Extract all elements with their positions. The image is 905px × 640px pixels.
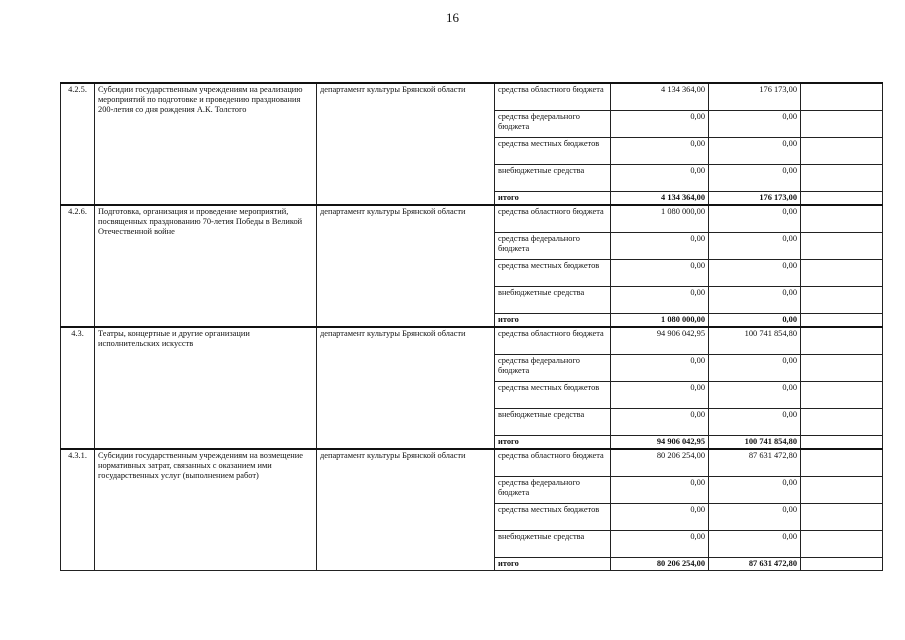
amount-year-2: 0,00	[709, 138, 801, 165]
amount-year-1: 0,00	[611, 409, 709, 436]
amount-year-1: 0,00	[611, 477, 709, 504]
funding-source: средства федерального бюджета	[495, 111, 611, 138]
total-label: итого	[495, 436, 611, 450]
empty-cell	[801, 449, 883, 477]
amount-year-2: 0,00	[709, 355, 801, 382]
funding-source: средства областного бюджета	[495, 205, 611, 233]
total-label: итого	[495, 314, 611, 328]
executor: департамент культуры Брянской области	[317, 205, 495, 327]
amount-year-1: 1 080 000,00	[611, 314, 709, 328]
total-label: итого	[495, 558, 611, 571]
funding-source: средства федерального бюджета	[495, 233, 611, 260]
funding-source: внебюджетные средства	[495, 287, 611, 314]
amount-year-2: 0,00	[709, 477, 801, 504]
empty-cell	[801, 165, 883, 192]
item-name: Субсидии государственным учреждениям на реализацию мероприятий по подготовке и проведению празднования 200-летия со дня рождения А.К. Толстого	[95, 83, 317, 205]
budget-table	[60, 82, 883, 571]
amount-year-2: 87 631 472,80	[709, 558, 801, 571]
amount-year-2: 100 741 854,80	[709, 327, 801, 355]
funding-source: средства местных бюджетов	[495, 138, 611, 165]
funding-source: средства местных бюджетов	[495, 382, 611, 409]
item-number: 4.3.1.	[61, 449, 95, 571]
empty-cell	[801, 314, 883, 328]
empty-cell	[801, 531, 883, 558]
page-number: 16	[446, 10, 459, 25]
amount-year-1: 80 206 254,00	[611, 449, 709, 477]
amount-year-2: 0,00	[709, 205, 801, 233]
amount-year-1: 0,00	[611, 287, 709, 314]
amount-year-2: 0,00	[709, 314, 801, 328]
amount-year-1: 94 906 042,95	[611, 436, 709, 450]
empty-cell	[801, 111, 883, 138]
empty-cell	[801, 205, 883, 233]
amount-year-2: 0,00	[709, 531, 801, 558]
funding-source: средства местных бюджетов	[495, 260, 611, 287]
total-label: итого	[495, 192, 611, 206]
empty-cell	[801, 504, 883, 531]
table-body	[61, 83, 883, 571]
empty-cell	[801, 83, 883, 111]
item-number: 4.2.6.	[61, 205, 95, 327]
table-row	[61, 83, 883, 111]
amount-year-2: 176 173,00	[709, 83, 801, 111]
table-row	[61, 449, 883, 477]
funding-source: внебюджетные средства	[495, 531, 611, 558]
amount-year-2: 87 631 472,80	[709, 449, 801, 477]
amount-year-1: 80 206 254,00	[611, 558, 709, 571]
table-row	[61, 205, 883, 233]
amount-year-1: 0,00	[611, 233, 709, 260]
amount-year-2: 0,00	[709, 382, 801, 409]
empty-cell	[801, 138, 883, 165]
empty-cell	[801, 287, 883, 314]
amount-year-2: 0,00	[709, 111, 801, 138]
amount-year-1: 94 906 042,95	[611, 327, 709, 355]
funding-source: средства федерального бюджета	[495, 355, 611, 382]
empty-cell	[801, 436, 883, 450]
amount-year-1: 0,00	[611, 531, 709, 558]
funding-source: средства областного бюджета	[495, 83, 611, 111]
item-name: Театры, концертные и другие организации исполнительских искусств	[95, 327, 317, 449]
amount-year-1: 0,00	[611, 260, 709, 287]
executor: департамент культуры Брянской области	[317, 327, 495, 449]
funding-source: внебюджетные средства	[495, 409, 611, 436]
item-name: Подготовка, организация и проведение мероприятий, посвященных празднованию 70-летия Победы в Великой Отечественной войне	[95, 205, 317, 327]
amount-year-1: 4 134 364,00	[611, 192, 709, 206]
amount-year-1: 0,00	[611, 382, 709, 409]
empty-cell	[801, 409, 883, 436]
empty-cell	[801, 382, 883, 409]
amount-year-1: 4 134 364,00	[611, 83, 709, 111]
empty-cell	[801, 260, 883, 287]
amount-year-1: 0,00	[611, 111, 709, 138]
funding-source: средства федерального бюджета	[495, 477, 611, 504]
amount-year-2: 0,00	[709, 409, 801, 436]
empty-cell	[801, 192, 883, 206]
amount-year-1: 0,00	[611, 504, 709, 531]
funding-source: внебюджетные средства	[495, 165, 611, 192]
amount-year-2: 176 173,00	[709, 192, 801, 206]
empty-cell	[801, 327, 883, 355]
amount-year-2: 0,00	[709, 233, 801, 260]
amount-year-2: 0,00	[709, 287, 801, 314]
executor: департамент культуры Брянской области	[317, 449, 495, 571]
empty-cell	[801, 355, 883, 382]
funding-source: средства местных бюджетов	[495, 504, 611, 531]
empty-cell	[801, 558, 883, 571]
item-number: 4.2.5.	[61, 83, 95, 205]
amount-year-2: 0,00	[709, 165, 801, 192]
amount-year-1: 0,00	[611, 355, 709, 382]
table-row	[61, 327, 883, 355]
executor: департамент культуры Брянской области	[317, 83, 495, 205]
funding-source: средства областного бюджета	[495, 327, 611, 355]
amount-year-1: 1 080 000,00	[611, 205, 709, 233]
amount-year-2: 0,00	[709, 260, 801, 287]
amount-year-2: 0,00	[709, 504, 801, 531]
empty-cell	[801, 477, 883, 504]
amount-year-1: 0,00	[611, 138, 709, 165]
item-number: 4.3.	[61, 327, 95, 449]
funding-source: средства областного бюджета	[495, 449, 611, 477]
amount-year-2: 100 741 854,80	[709, 436, 801, 450]
empty-cell	[801, 233, 883, 260]
amount-year-1: 0,00	[611, 165, 709, 192]
item-name: Субсидии государственным учреждениям на возмещение нормативных затрат, связанных с оказанием ими государственных услуг (выполнением работ)	[95, 449, 317, 571]
